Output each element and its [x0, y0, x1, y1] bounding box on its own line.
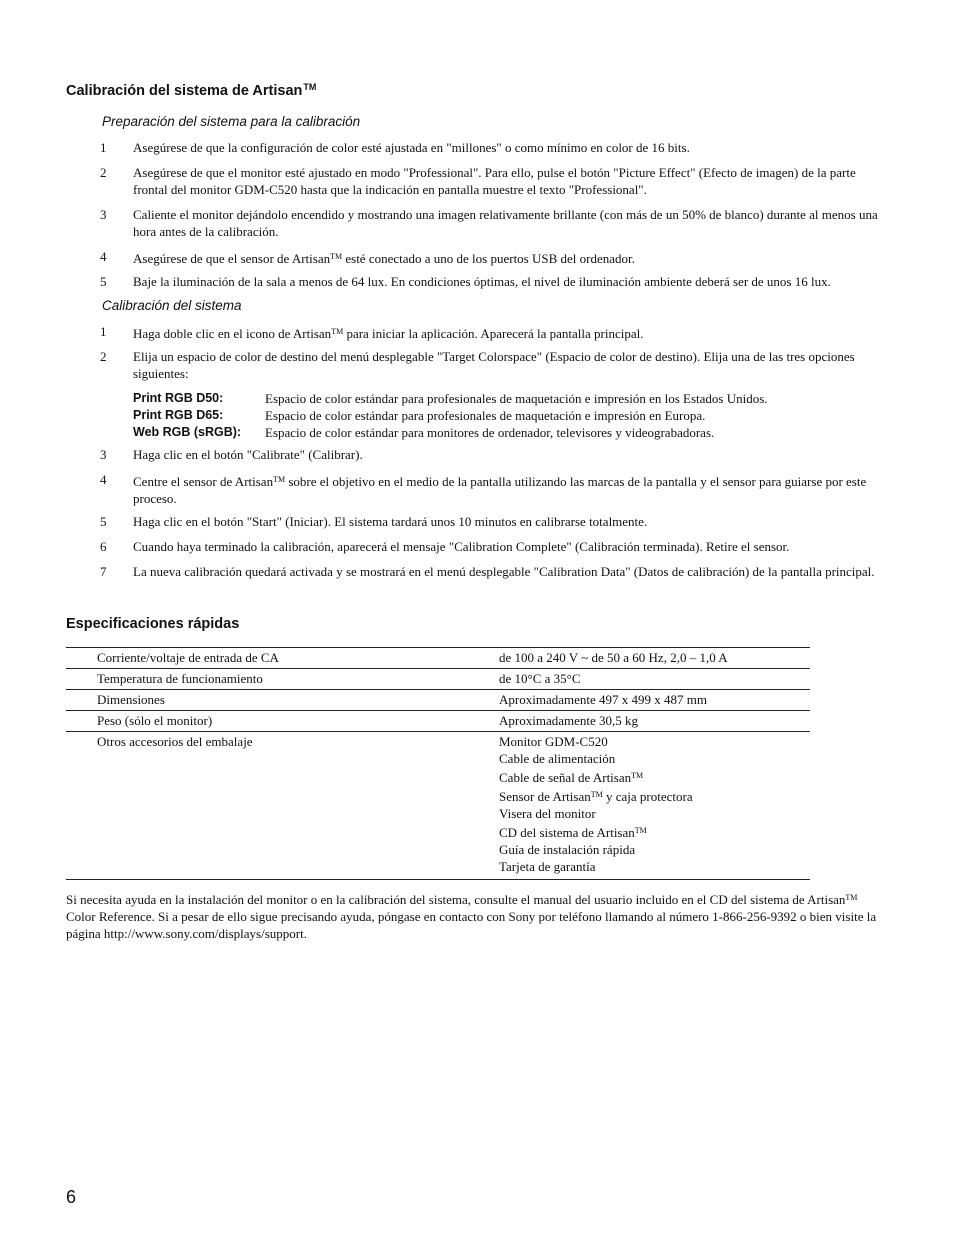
list-item: Cable de alimentación: [499, 751, 616, 766]
colorspace-option: Print RGB D65: Espacio de color estándar para profesionales de maquetación e impresión en Europa.: [133, 408, 706, 423]
page-number: 6: [66, 1187, 77, 1207]
list-item: Cable de señal de Artisan™: [499, 770, 644, 785]
spec-value: de 100 a 240 V ~ de 50 a 60 Hz, 2,0 – 1,0 A: [499, 648, 810, 669]
table-row: [66, 648, 810, 669]
specs-table: [66, 647, 810, 880]
accessories-list: [499, 732, 810, 880]
table-row: [66, 732, 810, 880]
spec-value: Aproximadamente 30,5 kg: [499, 711, 810, 732]
table-row: [66, 669, 810, 690]
section-title-calibration: Calibración del sistema de Artisan™: [66, 82, 317, 99]
prep-step: 4 Asegúrese de que el sensor de Artisan™ esté conectado a uno de los puertos USB del ordenador.: [100, 249, 635, 266]
cal-step: 6 Cuando haya terminado la calibración, aparecerá el mensaje "Calibration Complete" (Calibración terminada). Retire el sensor.: [100, 539, 790, 554]
colorspace-option: Web RGB (sRGB): Espacio de color estándar para monitores de ordenador, televisores y videograbadoras.: [133, 425, 715, 440]
subtitle-preparation: Preparación del sistema para la calibración: [102, 114, 361, 129]
cal-step: 3 Haga clic en el botón "Calibrate" (Calibrar).: [100, 447, 363, 462]
spec-name: Peso (sólo el monitor): [66, 711, 499, 732]
spec-name: Otros accesorios del embalaje: [66, 732, 499, 880]
spec-name: Temperatura de funcionamiento: [66, 669, 499, 690]
cal-step: 4 Centre el sensor de Artisan™ sobre el objetivo en el medio de la pantalla utilizando las marcas de la pantalla y el sensor para guiarse por este proceso.: [100, 472, 867, 506]
colorspace-options: [133, 390, 893, 441]
prep-step: 1 Asegúrese de que la configuración de color esté ajustada en "millones" o como mínimo en color de 16 bits.: [100, 140, 690, 155]
list-item: Guía de instalación rápida: [499, 842, 636, 857]
table-row: [66, 711, 810, 732]
list-item: Tarjeta de garantía: [499, 859, 596, 874]
cal-step: 2 Elija un espacio de color de destino del menú desplegable "Target Colorspace" (Espacio de color de destino). Elija una de las tres opciones siguientes:: [100, 349, 855, 381]
cal-step: 5 Haga clic en el botón "Start" (Iniciar). El sistema tardará unos 10 minutos en calibrarse totalmente.: [100, 514, 648, 529]
support-paragraph: Si necesita ayuda en la instalación del monitor o en la calibración del sistema, consulte el manual del usuario incluido en el CD del sistema de Artisan™ Color Reference. Si a pesar de ello sigue precisando ayuda, póngase en contacto con Sony por teléfono llamando al número 1-866-256-9392 o bien visite la página http://www.sony.com/displays/support.: [66, 892, 877, 941]
prep-step: 5 Baje la iluminación de la sala a menos de 64 lux. En condiciones óptimas, el nivel de iluminación ambiente deberá ser de unos 16 lux.: [100, 274, 831, 289]
prep-step: 2 Asegúrese de que el monitor esté ajustado en modo "Professional". Para ello, pulse el botón "Picture Effect" (Efecto de imagen) de la parte frontal del monitor GDM-C520 hasta que la indicación en pantalla muestre el texto "Professional".: [100, 165, 856, 197]
list-item: Monitor GDM-C520: [499, 734, 608, 749]
prep-step: 3 Caliente el monitor dejándolo encendido y mostrando una imagen relativamente brillante (con más de un 50% de blanco) durante al menos una hora antes de la calibración.: [100, 207, 878, 239]
cal-step: 1 Haga doble clic en el icono de Artisan™ para iniciar la aplicación. Aparecerá la pantalla principal.: [100, 324, 644, 341]
list-item: CD del sistema de Artisan™: [499, 825, 647, 840]
spec-value: Aproximadamente 497 x 499 x 487 mm: [499, 690, 810, 711]
list-item: Sensor de Artisan™ y caja protectora: [499, 789, 693, 804]
cal-step: 7 La nueva calibración quedará activada y se mostrará en el menú desplegable "Calibration Data" (Datos de calibración) de la pantalla principal.: [100, 564, 875, 579]
spec-name: Corriente/voltaje de entrada de CA: [66, 648, 499, 669]
spec-name: Dimensiones: [66, 690, 499, 711]
subtitle-system-calibration: Calibración del sistema: [102, 298, 242, 313]
section-title-specs: Especificaciones rápidas: [66, 616, 240, 632]
spec-value: de 10°C a 35°C: [499, 669, 810, 690]
list-item: Visera del monitor: [499, 806, 596, 821]
table-row: [66, 690, 810, 711]
colorspace-option: Print RGB D50: Espacio de color estándar para profesionales de maquetación e impresión en los Estados Unidos.: [133, 391, 768, 406]
